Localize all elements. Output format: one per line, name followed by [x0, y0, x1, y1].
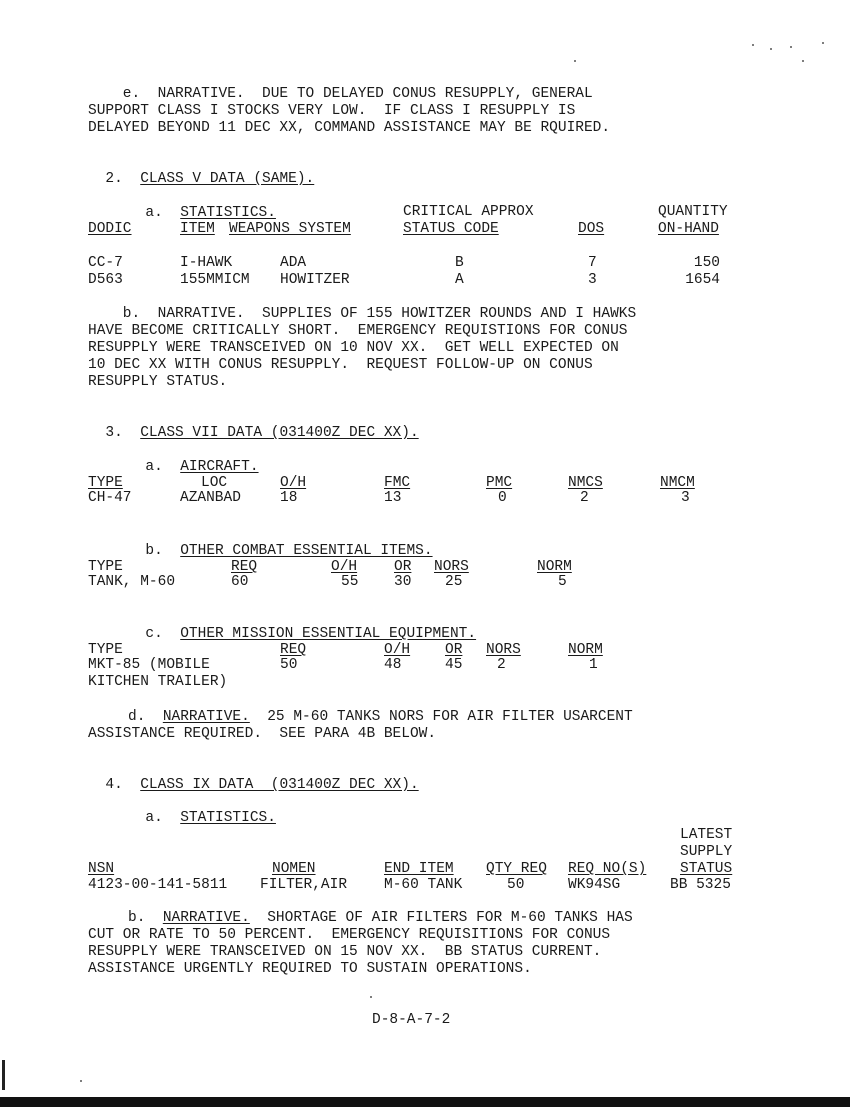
header-status-code: STATUS CODE	[403, 221, 499, 237]
mission-nors: 2	[497, 657, 506, 673]
header-qty-req: QTY REQ	[486, 861, 547, 877]
header-status: STATUS	[680, 861, 733, 877]
mission-header-nors: NORS	[486, 642, 521, 658]
cell-qty: 150	[693, 255, 720, 271]
para-2b-line-1: b. NARRATIVE. SUPPLIES OF 155 HOWITZER ROUNDS AND I HAWKS	[88, 306, 637, 322]
section-2-title: CLASS V DATA (SAME).	[140, 171, 315, 187]
header-req-nos: REQ NO(S)	[568, 861, 647, 877]
scan-speck	[80, 1080, 82, 1082]
section-3-title: CLASS VII DATA (031400Z DEC XX).	[140, 425, 419, 441]
mission-header-req: REQ	[280, 642, 307, 658]
header-nomen: NOMEN	[272, 861, 316, 877]
section-3d-title: NARRATIVE.	[162, 709, 250, 725]
mission-header-oh: O/H	[384, 642, 411, 658]
section-3-heading	[88, 408, 419, 442]
aircraft-nmcs: 2	[580, 490, 589, 506]
scan-speck	[752, 44, 754, 46]
section-4-number: 4.	[105, 777, 123, 793]
combat-req: 60	[231, 574, 249, 590]
header-end-item: END ITEM	[384, 861, 454, 877]
section-3-number: 3.	[105, 425, 123, 441]
section-4a-title: STATISTICS.	[180, 810, 276, 826]
header-latest: LATEST	[680, 827, 733, 843]
mission-header-or: OR	[445, 642, 463, 658]
para-2b-line-3: RESUPPLY WERE TRANSCEIVED ON 10 NOV XX. GET WELL EXPECTED ON	[88, 340, 619, 356]
para-1e-line-2: SUPPORT CLASS I STOCKS VERY LOW. IF CLASS I RESUPPLY IS	[88, 103, 576, 119]
combat-header-req: REQ	[231, 559, 258, 575]
section-4-title: CLASS IX DATA (031400Z DEC XX).	[140, 777, 419, 793]
scan-speck	[790, 46, 792, 48]
cell-system: ADA	[280, 255, 307, 271]
header-weapons-system: WEAPONS SYSTEM	[229, 221, 351, 237]
mission-oh: 48	[384, 657, 402, 673]
section-4b-text: SHORTAGE OF AIR FILTERS FOR M-60 TANKS HAS	[249, 910, 633, 926]
cell-status: BB 5325	[670, 877, 731, 893]
scan-speck	[574, 60, 576, 62]
para-2b-line-5: RESUPPLY STATUS.	[88, 374, 228, 390]
cell-item: 155MMICM	[180, 272, 250, 288]
section-3a-label: a.	[145, 459, 163, 475]
mission-req: 50	[280, 657, 298, 673]
cell-req-nos: WK94SG	[568, 877, 621, 893]
combat-or: 30	[394, 574, 412, 590]
section-4b-label: b.	[128, 910, 146, 926]
aircraft-header-oh: O/H	[280, 475, 307, 491]
header-nsn: NSN	[88, 861, 115, 877]
para-2b-line-2: HAVE BECOME CRITICALLY SHORT. EMERGENCY REQUISTIONS FOR CONUS	[88, 323, 628, 339]
mission-header-norm: NORM	[568, 642, 603, 658]
combat-oh: 55	[341, 574, 359, 590]
cell-status: B	[455, 255, 464, 271]
mission-header-type: TYPE	[88, 642, 123, 658]
cell-status: A	[455, 272, 464, 288]
aircraft-pmc: 0	[498, 490, 507, 506]
combat-norm: 5	[558, 574, 567, 590]
cell-qty-req: 50	[507, 877, 525, 893]
combat-header-norm: NORM	[537, 559, 572, 575]
combat-header-type: TYPE	[88, 559, 123, 575]
section-2a-title: STATISTICS.	[180, 205, 276, 221]
scan-bottom-edge	[0, 1097, 850, 1107]
cell-system: HOWITZER	[280, 272, 350, 288]
para-3d-line-2: ASSISTANCE REQUIRED. SEE PARA 4B BELOW.	[88, 726, 437, 742]
para-4b-line-3: RESUPPLY WERE TRANSCEIVED ON 15 NOV XX. BB STATUS CURRENT.	[88, 944, 602, 960]
section-3a-title: AIRCRAFT.	[180, 459, 259, 475]
mission-or: 45	[445, 657, 463, 673]
mission-type: MKT-85 (MOBILE	[88, 657, 210, 673]
para-1e-line-1: e. NARRATIVE. DUE TO DELAYED CONUS RESUPPLY, GENERAL	[88, 86, 593, 102]
section-4b-heading	[128, 910, 633, 927]
cell-nomen: FILTER,AIR	[260, 877, 348, 893]
header-quantity: QUANTITY	[658, 204, 728, 220]
section-2a-label: a.	[145, 205, 163, 221]
scan-speck	[802, 60, 804, 62]
mission-norm: 1	[589, 657, 598, 673]
combat-type: TANK, M-60	[88, 574, 176, 590]
aircraft-type: CH-47	[88, 490, 132, 506]
aircraft-loc: AZANBAD	[180, 490, 241, 506]
cell-end-item: M-60 TANK	[384, 877, 463, 893]
section-3d-text: 25 M-60 TANKS NORS FOR AIR FILTER USARCENT	[249, 709, 633, 725]
section-3a-heading	[128, 442, 259, 476]
cell-dodic: CC-7	[88, 255, 123, 271]
scan-edge-mark	[2, 1060, 5, 1090]
aircraft-fmc: 13	[384, 490, 402, 506]
combat-header-or: OR	[394, 559, 412, 575]
section-3b-title: OTHER COMBAT ESSENTIAL ITEMS.	[180, 543, 433, 559]
aircraft-oh: 18	[280, 490, 298, 506]
section-3c-title: OTHER MISSION ESSENTIAL EQUIPMENT.	[180, 626, 477, 642]
aircraft-header-nmcm: NMCM	[660, 475, 695, 491]
section-3b-label: b.	[145, 543, 163, 559]
section-2-heading	[88, 154, 314, 188]
section-3d-heading	[128, 709, 633, 726]
section-3c-label: c.	[145, 626, 163, 642]
scan-speck	[370, 996, 372, 998]
cell-nsn: 4123-00-141-5811	[88, 877, 228, 893]
section-4b-title: NARRATIVE.	[162, 910, 250, 926]
page-id: D-8-A-7-2	[372, 1012, 451, 1028]
section-3b-heading	[128, 526, 433, 560]
mission-type-cont: KITCHEN TRAILER)	[88, 674, 228, 690]
combat-header-oh: O/H	[331, 559, 358, 575]
para-1e-line-3: DELAYED BEYOND 11 DEC XX, COMMAND ASSISTANCE MAY BE RQUIRED.	[88, 120, 611, 136]
aircraft-header-nmcs: NMCS	[568, 475, 603, 491]
cell-qty: 1654	[685, 272, 720, 288]
para-4b-line-4: ASSISTANCE URGENTLY REQUIRED TO SUSTAIN OPERATIONS.	[88, 961, 532, 977]
aircraft-header-pmc: PMC	[486, 475, 513, 491]
scan-speck	[770, 48, 772, 50]
aircraft-header-type: TYPE	[88, 475, 123, 491]
header-critical-approx: CRITICAL APPROX	[403, 204, 534, 220]
aircraft-header-loc: LOC	[201, 475, 228, 491]
combat-header-nors: NORS	[434, 559, 469, 575]
header-item: ITEM	[180, 221, 215, 237]
header-supply: SUPPLY	[680, 844, 733, 860]
aircraft-nmcm: 3	[681, 490, 690, 506]
section-3d-label: d.	[128, 709, 146, 725]
combat-nors: 25	[445, 574, 463, 590]
cell-dos: 7	[588, 255, 597, 271]
section-4-heading	[88, 760, 419, 794]
cell-dos: 3	[588, 272, 597, 288]
cell-dodic: D563	[88, 272, 123, 288]
cell-item: I-HAWK	[180, 255, 233, 271]
para-2b-line-4: 10 DEC XX WITH CONUS RESUPPLY. REQUEST FOLLOW-UP ON CONUS	[88, 357, 593, 373]
section-3c-heading	[128, 609, 476, 643]
section-2-number: 2.	[105, 171, 123, 187]
aircraft-header-fmc: FMC	[384, 475, 411, 491]
section-4a-heading	[128, 793, 276, 827]
header-dos: DOS	[578, 221, 605, 237]
para-4b-line-2: CUT OR RATE TO 50 PERCENT. EMERGENCY REQUISITIONS FOR CONUS	[88, 927, 611, 943]
section-2a-heading	[128, 188, 276, 222]
scan-speck	[822, 42, 824, 44]
header-on-hand: ON-HAND	[658, 221, 719, 237]
header-dodic: DODIC	[88, 221, 132, 237]
section-4a-label: a.	[145, 810, 163, 826]
